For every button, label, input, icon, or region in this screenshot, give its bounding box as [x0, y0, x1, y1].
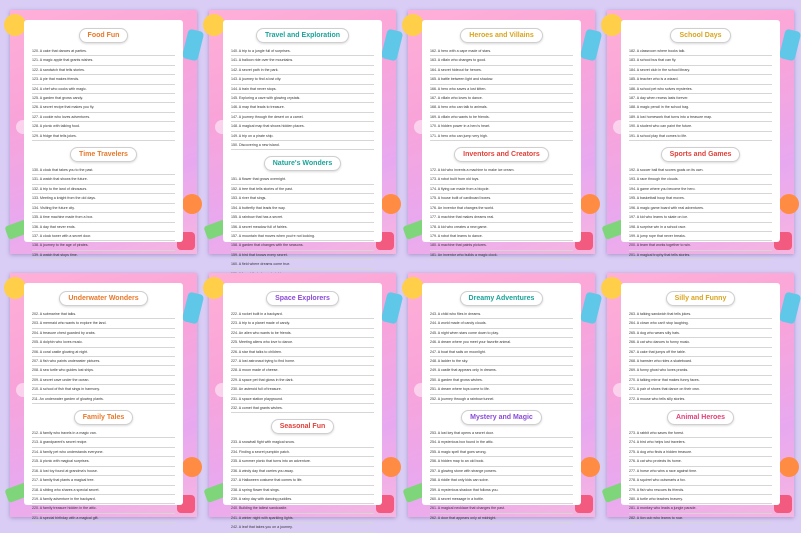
prompt-item: 247. A boat that sails on moonlight.: [430, 348, 573, 357]
prompt-list: [430, 166, 573, 260]
prompt-item: 217. A family that plants a magical tree.: [32, 476, 175, 485]
prompt-item: 140. A trip to a jungle full of surprises.: [231, 47, 374, 56]
prompt-item: 255. A magic spell that goes wrong.: [430, 448, 573, 457]
decorative-shape: [580, 29, 603, 62]
prompt-item: 121. A magic apple that grants wishes.: [32, 56, 175, 65]
section-title: Nature's Wonders: [264, 156, 342, 171]
decorative-shape: [381, 29, 404, 62]
prompt-item: 164. A secret hideout for heroes.: [430, 66, 573, 75]
worksheet-page: [408, 273, 595, 520]
prompt-list: [629, 47, 772, 141]
prompt-item: 252. A journey through a rainbow tunnel.: [430, 395, 573, 404]
prompt-item: 131. A watch that shows the future.: [32, 175, 175, 184]
prompt-item: 157. A mountain that moves when you're not looking.: [231, 232, 374, 241]
prompt-item: 204. A treasure chest guarded by crabs.: [32, 329, 175, 338]
section-title: Underwater Wonders: [59, 291, 147, 306]
prompt-item: 129. A fridge that tells jokes.: [32, 132, 175, 141]
prompt-item: 120. A cake that dances at parties.: [32, 47, 175, 56]
prompt-item: 154. A butterfly that leads the way.: [231, 204, 374, 213]
prompt-item: 149. A trip on a pirate ship.: [231, 132, 374, 141]
section-title: Heroes and Villains: [460, 28, 542, 43]
decorative-shape: [580, 194, 600, 214]
prompt-item: 211. An underwater garden of glowing plants.: [32, 395, 175, 404]
prompt-item: 208. A sea turtle who guides lost ships.: [32, 366, 175, 375]
prompt-list: [32, 166, 175, 260]
section-title: Dreamy Adventures: [460, 291, 544, 306]
prompt-item: 159. A bird that knows every secret.: [231, 251, 374, 260]
prompt-section: [231, 28, 374, 150]
prompt-card: [621, 20, 780, 257]
section-title: Sports and Games: [661, 147, 741, 162]
prompt-item: 143. A journey to find a lost city.: [231, 75, 374, 84]
prompt-section: [629, 147, 772, 260]
prompt-item: 169. A villain who wants to be friends.: [430, 113, 573, 122]
prompt-item: 203. A mermaid who wants to explore the land.: [32, 319, 175, 328]
prompt-item: 266. A cat who dances to funny music.: [629, 338, 772, 347]
prompt-item: 199. A jump rope that never breaks.: [629, 232, 772, 241]
prompt-item: 240. Building the tallest sandcastle.: [231, 504, 374, 513]
prompt-item: 245. A night when stars come down to play.: [430, 329, 573, 338]
prompt-item: 150. Discovering a new island.: [231, 141, 374, 150]
prompt-item: 250. A garden that grows wishes.: [430, 376, 573, 385]
prompt-item: 280. A turtle who teaches bravery.: [629, 495, 772, 504]
prompt-item: 267. A cake that jumps off the table.: [629, 348, 772, 357]
prompt-item: 246. A dream where you meet your favorite animal.: [430, 338, 573, 347]
prompt-item: 202. A submarine that talks.: [32, 310, 175, 319]
prompt-item: 218. A sibling who shares a special secret.: [32, 486, 175, 495]
prompt-item: 278. A squirrel who outsmarts a fox.: [629, 476, 772, 485]
section-title: Inventors and Creators: [454, 147, 549, 162]
prompt-item: 147. A journey through the desert on a camel.: [231, 113, 374, 122]
prompt-item: 215. A picnic with magical surprises.: [32, 457, 175, 466]
prompt-item: 163. A villain who changes to good.: [430, 56, 573, 65]
prompt-item: 281. A monkey who leads a jungle parade.: [629, 504, 772, 513]
prompt-item: 219. A family adventure in the backyard.: [32, 495, 175, 504]
section-title: Travel and Exploration: [256, 28, 349, 43]
prompt-section: [32, 410, 175, 523]
prompt-item: 223. A trip to a planet made of candy.: [231, 319, 374, 328]
prompt-item: 271. A pair of shoes that dance on their own.: [629, 385, 772, 394]
prompt-item: 207. A fish who paints underwater pictures.: [32, 357, 175, 366]
decorative-shape: [779, 194, 799, 214]
prompt-item: 137. A clock tower with a secret door.: [32, 232, 175, 241]
prompt-item: 158. A garden that changes with the seasons.: [231, 241, 374, 250]
prompt-section: [32, 28, 175, 141]
prompt-item: 236. A windy day that carries you away.: [231, 467, 374, 476]
prompt-item: 238. A spring flower that sings.: [231, 486, 374, 495]
decorative-shape: [580, 292, 603, 325]
prompt-item: 155. A rainbow that has a secret.: [231, 213, 374, 222]
prompt-item: 126. A secret recipe that makes you fly.: [32, 103, 175, 112]
prompt-item: 144. A train that never stops.: [231, 85, 374, 94]
prompt-item: 190. A student who can paint the future.: [629, 122, 772, 131]
prompt-item: 152. A tree that tells stories of the past.: [231, 185, 374, 194]
prompt-item: 220. A family treasure hidden in the attic.: [32, 504, 175, 513]
prompt-item: 127. A cookie who loves adventures.: [32, 113, 175, 122]
section-title: Animal Heroes: [667, 410, 734, 425]
prompt-list: [32, 310, 175, 404]
prompt-item: 260. A secret message in a bottle.: [430, 495, 573, 504]
prompt-item: 268. A hamster who rides a skateboard.: [629, 357, 772, 366]
prompt-item: 251. A dream where toys come to life.: [430, 385, 573, 394]
prompt-item: 177. A machine that makes dreams real.: [430, 213, 573, 222]
prompt-item: 192. A soccer ball that scores goals on its own.: [629, 166, 772, 175]
prompt-item: 261. A magical necklace that changes the past.: [430, 504, 573, 513]
prompt-item: 180. A machine that paints pictures.: [430, 241, 573, 250]
prompt-list: [430, 429, 573, 523]
prompt-item: 197. A kid who learns to skate on ice.: [629, 213, 772, 222]
prompt-item: 182. A classroom where books talk.: [629, 47, 772, 56]
decorative-shape: [182, 29, 205, 62]
section-title: Space Explorers: [266, 291, 339, 306]
prompt-item: 195. A basketball hoop that moves.: [629, 194, 772, 203]
prompt-item: 200. A team that works together to win.: [629, 241, 772, 250]
prompt-item: 176. An inventor that changes the world.: [430, 204, 573, 213]
prompt-item: 273. A rabbit who saves the forest.: [629, 429, 772, 438]
prompt-item: 138. A journey to the age of pirates.: [32, 241, 175, 250]
prompt-item: 166. A hero who saves a lost kitten.: [430, 85, 573, 94]
prompt-list: [629, 310, 772, 404]
prompt-section: [231, 419, 374, 532]
prompt-item: 276. A cat who protects its home.: [629, 457, 772, 466]
prompt-item: 128. A picnic with talking food.: [32, 122, 175, 131]
prompt-item: 184. A secret club in the school library.: [629, 66, 772, 75]
prompt-item: 141. A balloon ride over the mountains.: [231, 56, 374, 65]
prompt-item: 173. A robot built from old toys.: [430, 175, 573, 184]
prompt-item: 226. A star that talks to children.: [231, 348, 374, 357]
decorative-shape: [203, 277, 225, 299]
prompt-item: 174. A flying car made from a bicycle.: [430, 185, 573, 194]
prompt-item: 259. A mysterious shadow that follows you.: [430, 486, 573, 495]
prompt-item: 194. A game where you become the hero.: [629, 185, 772, 194]
prompt-item: 191. A school play that comes to life.: [629, 132, 772, 141]
prompt-section: [629, 410, 772, 523]
prompt-item: 175. A house built of cardboard boxes.: [430, 194, 573, 203]
prompt-item: 254. A mysterious box found in the attic.: [430, 438, 573, 447]
section-title: Seasonal Fun: [271, 419, 335, 434]
section-title: Mystery and Magic: [461, 410, 542, 425]
prompt-item: 189. A lost homework that turns into a treasure map.: [629, 113, 772, 122]
decorative-shape: [601, 277, 623, 299]
decorative-shape: [182, 194, 202, 214]
prompt-item: 123. A pie that makes friends.: [32, 75, 175, 84]
decorative-shape: [4, 14, 26, 36]
decorative-shape: [381, 194, 401, 214]
worksheet-page: [209, 273, 396, 530]
prompt-section: [32, 147, 175, 260]
prompt-item: 277. A horse who wins a race against time.: [629, 467, 772, 476]
prompt-item: 146. A map that leads to treasure.: [231, 103, 374, 112]
prompt-item: 228. A moon made of cheese.: [231, 366, 374, 375]
prompt-item: 168. A hero who can talk to animals.: [430, 103, 573, 112]
section-title: Family Tales: [74, 410, 134, 425]
prompt-item: 124. A chef who cooks with magic.: [32, 85, 175, 94]
prompt-item: 216. A lost toy found at grandma's house.: [32, 467, 175, 476]
prompt-item: 214. A family pet who understands everyone.: [32, 448, 175, 457]
prompt-item: 274. A bird who helps lost travelers.: [629, 438, 772, 447]
prompt-item: 242. A leaf that takes you on a journey.: [231, 523, 374, 532]
prompt-item: 205. A dolphin who loves music.: [32, 338, 175, 347]
worksheet-page: [607, 10, 794, 257]
prompt-list: [231, 310, 374, 413]
prompt-item: 241. A winter night with sparkling lights.: [231, 514, 374, 523]
prompt-item: 262. A door that appears only at midnight.: [430, 514, 573, 523]
decorative-shape: [381, 292, 404, 325]
prompt-item: 133. Meeting a knight from the old days.: [32, 194, 175, 203]
prompt-item: 209. A secret cave under the ocean.: [32, 376, 175, 385]
prompt-item: 142. A secret path in the park.: [231, 66, 374, 75]
prompt-item: 185. A teacher who is a wizard.: [629, 75, 772, 84]
decorative-shape: [182, 457, 202, 477]
prompt-section: [430, 28, 573, 141]
prompt-item: 125. A garden that grows candy.: [32, 94, 175, 103]
section-title: Time Travelers: [70, 147, 137, 162]
prompt-item: 186. A school pet who solves mysteries.: [629, 85, 772, 94]
prompt-item: 222. A rocket built in a backyard.: [231, 310, 374, 319]
prompt-item: 225. Meeting aliens who love to dance.: [231, 338, 374, 347]
prompt-section: [231, 156, 374, 278]
prompt-item: 172. A kid who invents a machine to make ice cream.: [430, 166, 573, 175]
prompt-item: 181. An inventor who builds a magic clock.: [430, 251, 573, 260]
prompt-item: 210. A school of fish that sings in harmony.: [32, 385, 175, 394]
prompt-item: 122. A sandwich that tells stories.: [32, 66, 175, 75]
prompt-item: 198. A surprise win in a school race.: [629, 223, 772, 232]
prompt-section: [629, 291, 772, 404]
prompt-item: 160. A field where dreams come true.: [231, 260, 374, 269]
prompt-item: 139. A watch that stops time.: [32, 251, 175, 260]
prompt-list: [231, 47, 374, 150]
prompt-item: 258. A riddle that only kids can solve.: [430, 476, 573, 485]
prompt-item: 248. A ladder to the sky.: [430, 357, 573, 366]
decorative-shape: [402, 277, 424, 299]
prompt-item: 263. A talking sandwich that tells jokes.: [629, 310, 772, 319]
prompt-item: 187. A day when recess lasts forever.: [629, 94, 772, 103]
decorative-shape: [779, 457, 799, 477]
prompt-list: [231, 438, 374, 532]
prompt-item: 183. A school bus that can fly.: [629, 56, 772, 65]
prompt-item: 167. A villain who loves to dance.: [430, 94, 573, 103]
prompt-card: [223, 283, 382, 530]
prompt-list: [32, 429, 175, 523]
worksheet-page: [10, 10, 197, 257]
prompt-list: [629, 166, 772, 260]
prompt-card: [24, 283, 183, 520]
decorative-shape: [580, 457, 600, 477]
prompt-item: 244. A world made of candy clouds.: [430, 319, 573, 328]
decorative-shape: [182, 292, 205, 325]
prompt-item: 201. A magical trophy that tells stories.: [629, 251, 772, 260]
decorative-shape: [381, 457, 401, 477]
prompt-card: [422, 283, 581, 520]
prompt-list: [629, 429, 772, 523]
prompt-item: 212. A family who travels in a magic van.: [32, 429, 175, 438]
worksheet-page: [607, 273, 794, 520]
prompt-item: 170. A hidden power in a hero's heart.: [430, 122, 573, 131]
prompt-item: 243. A child who flies in dreams.: [430, 310, 573, 319]
prompt-item: 270. A talking mirror that makes funny faces.: [629, 376, 772, 385]
prompt-item: 213. A grandparent's secret recipe.: [32, 438, 175, 447]
prompt-item: 227. A lost astronaut trying to find home.: [231, 357, 374, 366]
prompt-list: [430, 47, 573, 141]
prompt-item: 196. A magic game board with real adventures.: [629, 204, 772, 213]
prompt-section: [32, 291, 175, 404]
prompt-item: 232. A comet that grants wishes.: [231, 404, 374, 413]
prompt-item: 249. A castle that appears only in dreams.: [430, 366, 573, 375]
prompt-item: 282. A lion cub who learns to roar.: [629, 514, 772, 523]
prompt-item: 235. A summer picnic that turns into an adventure.: [231, 457, 374, 466]
section-title: School Days: [670, 28, 730, 43]
prompt-item: 264. A clown who can't stop laughing.: [629, 319, 772, 328]
prompt-item: 224. An alien who wants to be friends.: [231, 329, 374, 338]
prompt-section: [629, 28, 772, 141]
prompt-item: 153. A river that sings.: [231, 194, 374, 203]
prompt-item: 130. A clock that takes you to the past.: [32, 166, 175, 175]
worksheet-page: [408, 10, 595, 257]
prompt-item: 231. A space station playground.: [231, 395, 374, 404]
prompt-item: 145. Exploring a cave with glowing crystals.: [231, 94, 374, 103]
prompt-list: [430, 310, 573, 404]
prompt-section: [430, 291, 573, 404]
prompt-item: 162. A hero with a cape made of stars.: [430, 47, 573, 56]
prompt-item: 233. A snowball fight with magical snow.: [231, 438, 374, 447]
prompt-item: 151. A flower that grows overnight.: [231, 175, 374, 184]
prompt-item: 156. A secret meadow full of fairies.: [231, 223, 374, 232]
prompt-item: 134. Visiting the future city.: [32, 204, 175, 213]
prompt-item: 272. A mouse who tells silly stories.: [629, 395, 772, 404]
prompt-list: [231, 175, 374, 278]
prompt-item: 135. A time machine made from a box.: [32, 213, 175, 222]
prompt-item: 253. A lost key that opens a secret door.: [430, 429, 573, 438]
prompt-item: 165. A battle between light and shadow.: [430, 75, 573, 84]
prompt-section: [231, 291, 374, 413]
prompt-item: 178. A kid who creates a new game.: [430, 223, 573, 232]
prompt-item: 265. A dog who wears silly hats.: [629, 329, 772, 338]
prompt-item: 237. A Halloween costume that comes to life.: [231, 476, 374, 485]
prompt-card: [24, 20, 183, 257]
prompt-section: [430, 147, 573, 260]
decorative-shape: [203, 14, 225, 36]
prompt-item: 193. A race through the clouds.: [629, 175, 772, 184]
prompt-item: 188. A magic pencil in the school bag.: [629, 103, 772, 112]
prompt-item: 234. Finding a secret pumpkin patch.: [231, 448, 374, 457]
prompt-item: 132. A trip to the land of dinosaurs.: [32, 185, 175, 194]
prompt-item: 206. A coral castle glowing at night.: [32, 348, 175, 357]
decorative-shape: [4, 277, 26, 299]
prompt-item: 275. A dog who finds a hidden treasure.: [629, 448, 772, 457]
prompt-item: 179. A robot that learns to dance.: [430, 232, 573, 241]
prompt-item: 256. A hidden map to an old book.: [430, 457, 573, 466]
section-title: Silly and Funny: [666, 291, 736, 306]
section-title: Food Fun: [79, 28, 129, 43]
prompt-card: [621, 283, 780, 520]
prompt-item: 279. A fish who rescues its friends.: [629, 486, 772, 495]
prompt-section: [430, 410, 573, 523]
prompt-item: 239. A rainy day with dancing puddles.: [231, 495, 374, 504]
worksheet-page: [209, 10, 396, 267]
prompt-item: 136. A day that never ends.: [32, 223, 175, 232]
prompt-item: 221. A special birthday with a magical gift.: [32, 514, 175, 523]
decorative-shape: [601, 14, 623, 36]
prompt-item: 230. An asteroid full of treasure.: [231, 385, 374, 394]
prompt-list: [32, 47, 175, 141]
prompt-item: 171. A hero who can jump very high.: [430, 132, 573, 141]
decorative-shape: [402, 14, 424, 36]
prompt-item: 229. A space pet that glows in the dark.: [231, 376, 374, 385]
prompt-item: 148. A magical map that shows hidden places.: [231, 122, 374, 131]
prompt-card: [422, 20, 581, 257]
prompt-card: [223, 20, 382, 267]
prompt-item: 269. A funny ghost who loves pranks.: [629, 366, 772, 375]
worksheet-page: [10, 273, 197, 520]
prompt-item: 257. A glowing stone with strange powers.: [430, 467, 573, 476]
decorative-shape: [779, 29, 801, 62]
decorative-shape: [779, 292, 801, 325]
